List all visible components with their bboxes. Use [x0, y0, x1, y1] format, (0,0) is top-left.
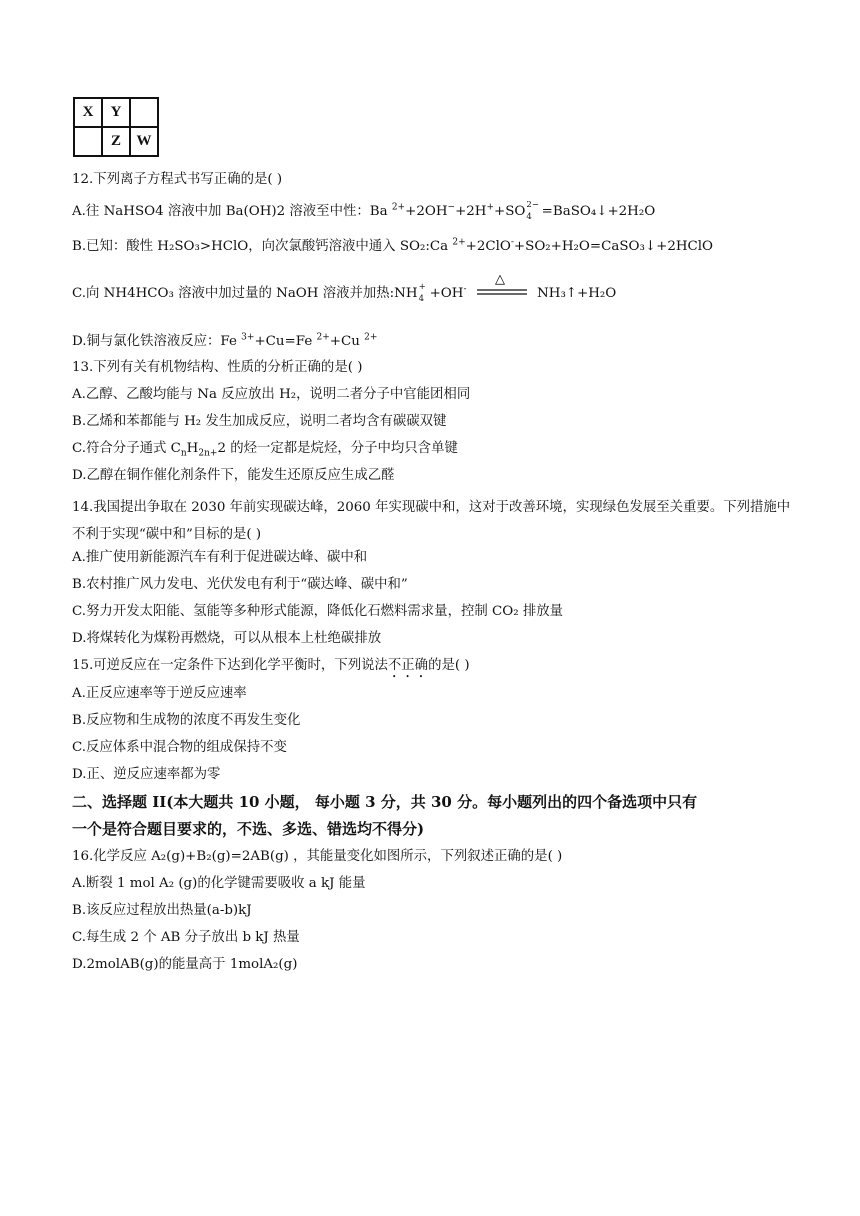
q13-option-a: A.乙醇、乙酸均能与 Na 反应放出 H₂，说明二者分子中官能团相同: [72, 387, 471, 402]
q13-option-c: C.符合分子通式 $C_nH_{2n+}2$ 的烃一定都是烷烃，分子中均只含单键: [72, 441, 458, 459]
q12-option-a: A.往 NaHSO4 溶液中加 Ba(OH)2 溶液至中性：Ba $^{2+}$+2OH−+2H++SO 2− 4 =BaSO₄↓+2H₂O: [72, 200, 656, 222]
q12-option-d: D.铜与氯化铁溶液反应：Fe $^{3+}$+Cu=Fe $^{2+}$+Cu $^{2+}$: [72, 332, 378, 349]
q13-option-d: D.乙醇在铜作催化剂条件下，能发生还原反应生成乙醛: [72, 468, 395, 483]
heat-triangle-icon: △: [494, 271, 505, 287]
q16-option-a: A.断裂 1 mol A₂ (g)的化学键需要吸收 a kJ 能量: [72, 876, 366, 891]
q14-option-c: C.努力开发太阳能、氢能等多种形式能源，降低化石燃料需求量，控制 CO₂ 排放量: [72, 604, 564, 619]
q16-option-c: C.每生成 2 个 AB 分子放出 b kJ 热量: [72, 930, 300, 945]
section-2-heading: 二、选择题 II(本大题共 10 小题， 每小题 3 分，共 30 分。每小题列出的四个备选项中只有: [72, 793, 698, 811]
q14-option-a: A.推广使用新能源汽车有利于促进碳达峰、碳中和: [72, 550, 368, 565]
q15-stem: 15.可逆反应在一定条件下达到化学平衡时，下列说法不正确的是( ): [72, 658, 470, 673]
q16-option-b: B.该反应过程放出热量(a-b)kJ: [72, 903, 252, 918]
grid-cell-y: Y: [102, 98, 130, 127]
grid-cell-w: W: [130, 127, 158, 156]
emphasis-text: 不正确: [387, 658, 429, 673]
q15-option-a: A.正反应速率等于逆反应速率: [72, 686, 247, 701]
q15-option-b: B.反应物和生成物的浓度不再发生变化: [72, 713, 301, 728]
section-2-heading-cont: 一个是符合题目要求的，不选、多选、错选均不得分): [72, 820, 425, 838]
q15-option-d: D.正、逆反应速率都为零: [72, 767, 221, 782]
q15-option-c: C.反应体系中混合物的组成保持不变: [72, 740, 287, 755]
q16-option-d: D.2molAB(g)的能量高于 1molA₂(g): [72, 957, 298, 972]
q12-option-b: B.已知：酸性 H₂SO₃>HClO，向次氯酸钙溶液中通入 SO₂:Ca $^{2+}$+2ClO-+SO₂+H₂O=CaSO₃↓+2HClO: [72, 237, 714, 254]
q12-stem: 12.下列离子方程式书写正确的是( ): [72, 172, 283, 187]
grid-cell-z: Z: [102, 127, 130, 156]
grid-cell-empty: [130, 98, 158, 127]
q13-option-b: B.乙烯和苯都能与 H₂ 发生加成反应，说明二者均含有碳碳双键: [72, 414, 447, 429]
q14-option-d: D.将煤转化为煤粉再燃烧，可以从根本上杜绝碳排放: [72, 631, 382, 646]
grid-cell-empty: [74, 127, 102, 156]
q13-stem: 13.下列有关有机物结构、性质的分析正确的是( ): [72, 360, 363, 375]
q14-option-b: B.农村推广风力发电、光伏发电有利于“碳达峰、碳中和”: [72, 577, 408, 592]
periodic-grid: [73, 97, 159, 157]
q12-option-c: C.向 NH4HCO₃ 溶液中加过量的 NaOH 溶液并加热:NH + 4 +OH- △ NH₃↑+H₂O: [72, 271, 617, 304]
heat-equals-arrow: [475, 271, 529, 301]
q14-stem: 14.我国提出争取在 2030 年前实现碳达峰，2060 年实现碳中和，这对于改善环境，实现绿色发展至关重要。下列措施中不利于实现“碳中和”目标的是( ): [72, 500, 791, 542]
q16-stem: 16.化学反应 A₂(g)+B₂(g)=2AB(g) ，其能量变化如图所示，下列叙述正确的是( ): [72, 849, 563, 864]
grid-cell-x: X: [74, 98, 102, 127]
